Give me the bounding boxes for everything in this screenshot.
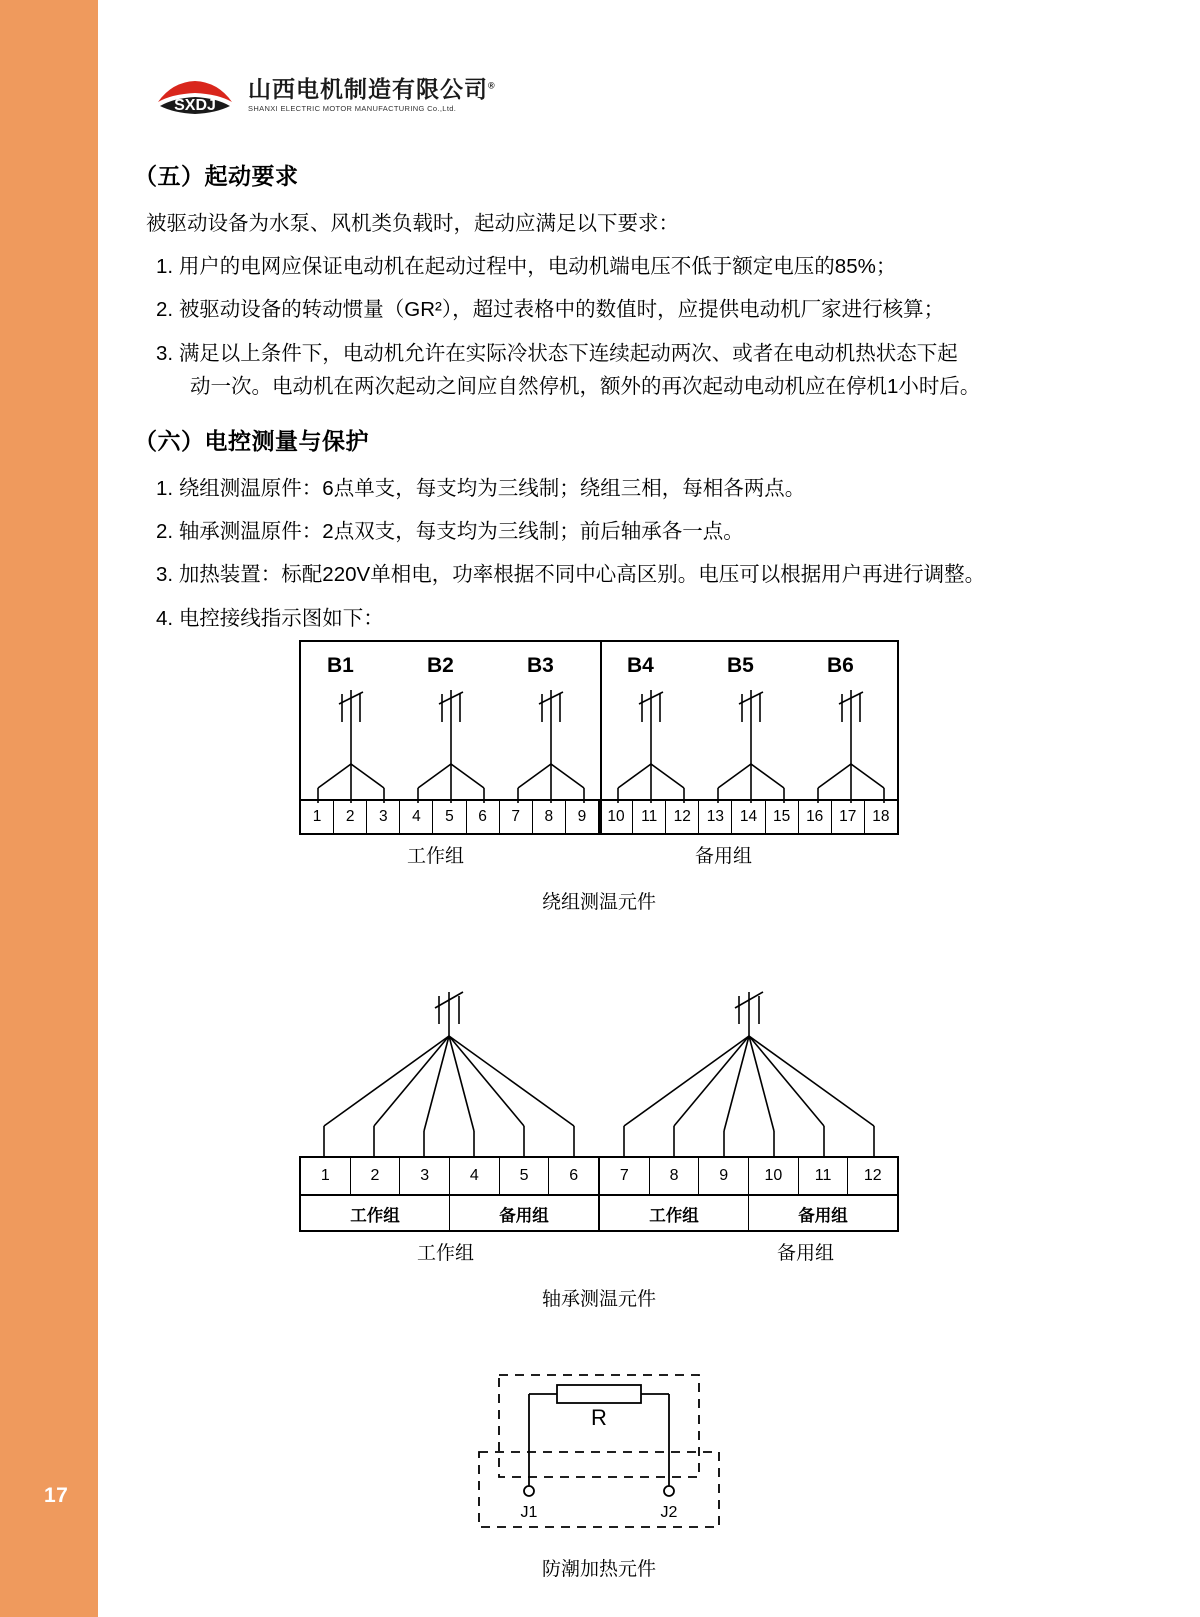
terminal: 6 (549, 1158, 600, 1194)
item-text: 绕组测温原件：6点单支，每支均为三线制；绕组三相，每相各两点。 (178, 477, 806, 501)
terminal: 13 (699, 801, 732, 833)
terminal: 8 (650, 1158, 700, 1194)
item-number: 3. (156, 563, 174, 587)
item-text: 电控接线指示图如下： (178, 606, 384, 630)
bearing-group-label: 备用组 (450, 1196, 600, 1232)
terminal: 8 (533, 801, 566, 833)
terminal: 14 (732, 801, 765, 833)
left-color-band (0, 0, 98, 1617)
bearing-group-row (301, 1196, 897, 1232)
terminal: 12 (863, 1167, 882, 1184)
sensor-label-b1: B1 (327, 654, 354, 677)
terminal: 7 (500, 801, 533, 833)
bearing-diagram-title: 轴承测温元件 (541, 1289, 656, 1310)
item-text: 加热装置：标配220V单相电，功率根据不同中心高区别。电压可以根据用户再进行调整。 (178, 563, 986, 587)
terminal: 2 (351, 1158, 401, 1194)
sensor-label-b6: B6 (827, 654, 854, 677)
sensor-label-b5: B5 (727, 654, 754, 677)
svg-text:SXDJ: SXDJ (174, 97, 216, 114)
company-logo-header (152, 72, 496, 118)
heater-diagram (449, 1367, 749, 1542)
terminal: 4 (400, 801, 433, 833)
section-6-item-1 (134, 472, 1064, 505)
terminal: 3 (367, 801, 400, 833)
bearing-terminal-box (299, 1156, 899, 1232)
section-6-item-4 (134, 602, 1064, 635)
item-text-line2: 动一次。电动机在两次起动之间应自然停机，额外的再次起动电动机应在停机1小时后。 (190, 374, 981, 398)
company-name-cn (248, 77, 496, 101)
svg-text:J2: J2 (660, 1504, 678, 1521)
item-text: 用户的电网应保证电动机在起动过程中，电动机端电压不低于额定电压的85%； (178, 255, 897, 279)
section-6-item-3 (134, 558, 1064, 591)
winding-terminal-row (301, 799, 897, 833)
section-5-intro: 被驱动设备为水泵、风机类负载时，起动应满足以下要求： (146, 212, 679, 235)
sensor-label-b2: B2 (427, 654, 454, 677)
heater-diagram-title: 防潮加热元件 (541, 1559, 656, 1580)
section-heading-6: （六）电控测量与保护 (134, 428, 369, 455)
item-text: 被驱动设备的转动惯量（GR²），超过表格中的数值时，应提供电动机厂家进行核算； (178, 298, 945, 322)
document-content (134, 158, 1064, 645)
bearing-group-label: 备用组 (798, 1207, 848, 1225)
terminal: 15 (766, 801, 799, 833)
terminal: 12 (666, 801, 699, 833)
terminal: 18 (872, 808, 890, 825)
section-5-item-2 (134, 293, 1064, 326)
terminal: 1 (301, 1158, 351, 1194)
item-text: 满足以上条件下，电动机允许在实际冷状态下连续起动两次、或者在电动机热状态下起 (178, 341, 958, 365)
svg-text:J1: J1 (520, 1504, 538, 1521)
winding-diagram-title: 绕组测温元件 (541, 892, 656, 913)
bearing-terminal-row (301, 1158, 897, 1196)
terminal: 11 (633, 801, 666, 833)
bearing-working-group-label: 工作组 (417, 1243, 475, 1264)
terminal: 9 (699, 1158, 749, 1194)
item-text: 轴承测温原件：2点双支，每支均为三线制；前后轴承各一点。 (178, 520, 744, 544)
winding-working-group-label: 工作组 (407, 846, 465, 867)
winding-spare-group-label: 备用组 (695, 846, 753, 867)
terminal: 6 (467, 801, 500, 833)
registered-mark: ® (488, 80, 496, 91)
terminal: 1 (301, 801, 334, 833)
item-number: 1. (156, 477, 174, 501)
bearing-group-label: 工作组 (600, 1196, 749, 1232)
section-6-item-2 (134, 515, 1064, 548)
bearing-rtd-diagram (289, 976, 909, 1276)
terminal: 2 (334, 801, 367, 833)
item-number: 1. (156, 255, 174, 279)
sensor-label-b3: B3 (527, 654, 554, 677)
item-number: 3. (156, 341, 174, 365)
bearing-outer-captions (299, 1238, 899, 1266)
winding-rtd-diagram (299, 640, 899, 835)
winding-group-captions (299, 841, 899, 871)
diagrams-area (134, 640, 1064, 1581)
svg-text:R: R (591, 1405, 607, 1430)
terminal: 4 (450, 1158, 500, 1194)
company-name-cn-text: 山西电机制造有限公司 (248, 75, 488, 102)
company-name-en: SHANXI ELECTRIC MOTOR MANUFACTURING Co.,Ltd. (248, 104, 457, 114)
section-5-item-1 (134, 250, 1064, 283)
sensor-label-b4: B4 (627, 654, 654, 677)
bearing-group-label: 工作组 (301, 1196, 450, 1232)
terminal: 5 (500, 1158, 550, 1194)
terminal: 7 (600, 1158, 650, 1194)
section-5-item-3 (134, 337, 1064, 403)
terminal: 9 (566, 801, 600, 833)
terminal: 11 (799, 1158, 849, 1194)
item-number: 2. (156, 520, 174, 544)
section-heading-5: （五）起动要求 (134, 163, 299, 189)
item-number: 4. (156, 606, 174, 630)
terminal: 5 (433, 801, 466, 833)
terminal: 10 (600, 801, 633, 833)
sxdj-logo-icon (152, 72, 238, 118)
item-number: 2. (156, 298, 174, 322)
terminal: 17 (832, 801, 865, 833)
terminal: 16 (799, 801, 832, 833)
bearing-spare-group-label: 备用组 (777, 1243, 835, 1264)
page-number: 17 (44, 1484, 69, 1507)
heater-circuit (449, 1367, 749, 1542)
terminal: 3 (400, 1158, 450, 1194)
terminal: 10 (749, 1158, 799, 1194)
